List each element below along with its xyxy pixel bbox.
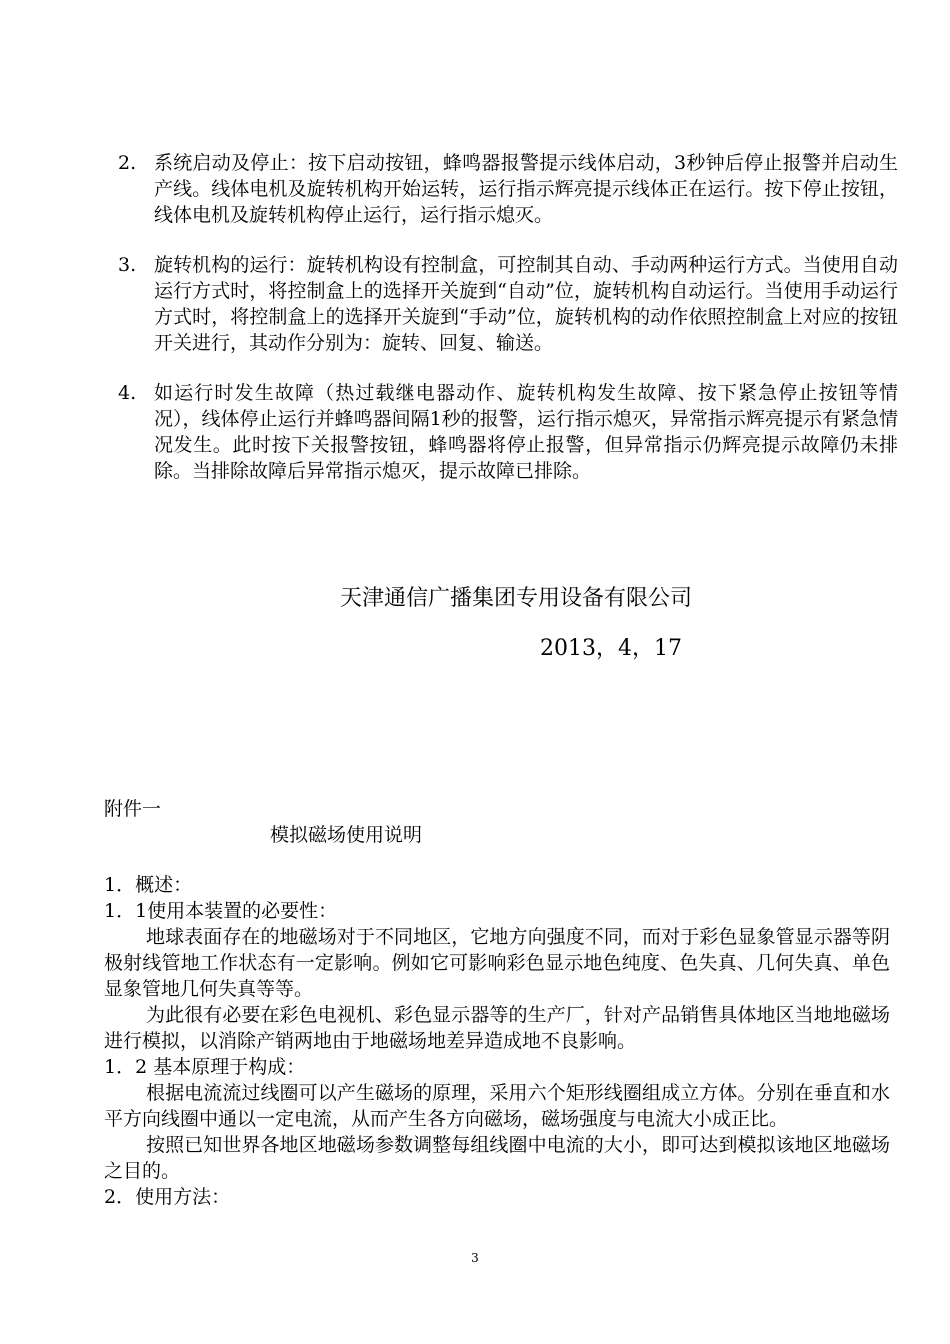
section-heading-usage: 2．使用方法： xyxy=(104,1186,231,1208)
paragraph-principle-1: 根据电流流过线圈可以产生磁场的原理，采用六个矩形线圈组成立方体。分别在垂直和水平方向线圈中通以一定电流，从而产生各方向磁场，磁场强度与电流大小成正比。 xyxy=(104,1082,890,1130)
subsection-heading-principle: 1．2 基本原理于构成： xyxy=(104,1056,306,1078)
list-item-number: 4. xyxy=(118,382,137,404)
list-item xyxy=(118,380,898,484)
company-name: 天津通信广播集团专用设备有限公司 xyxy=(340,586,693,611)
list-item xyxy=(118,150,898,228)
list-item xyxy=(118,252,898,356)
appendix-label: 附件一 xyxy=(104,798,162,820)
document-date: 2013，4，17 xyxy=(540,636,682,661)
list-item-text: 如运行时发生故障（热过载继电器动作、旋转机构发生故障、按下紧急停止按钮等情况），线体停止运行并蜂鸣器间隔1秒的报警，运行指示熄灭，异常指示辉亮提示有紧急情况发生。此时按下关报警按钮，蜂鸣器将停止报警，但异常指示仍辉亮提示故障仍未排除。当排除故障后异常指示熄灭，提示故障已排除。 xyxy=(154,382,898,482)
paragraph-necessity-2: 为此很有必要在彩色电视机、彩色显示器等的生产厂，针对产品销售具体地区当地地磁场进行模拟，以消除产销两地由于地磁场地差异造成地不良影响。 xyxy=(104,1004,890,1052)
list-item-number: 2. xyxy=(118,152,137,174)
subsection-heading-necessity: 1．1使用本装置的必要性： xyxy=(104,900,338,922)
page-number: 3 xyxy=(471,1251,479,1265)
appendix-body xyxy=(104,872,890,1210)
paragraph-necessity-1: 地球表面存在的地磁场对于不同地区，它地方向强度不同，而对于彩色显象管显示器等阴极射线管地工作状态有一定影响。例如它可影响彩色显示地色纯度、色失真、几何失真、单色显象管地几何失真等等。 xyxy=(104,926,890,1000)
section-heading-overview: 1．概述： xyxy=(104,874,193,896)
list-item-number: 3. xyxy=(118,254,137,276)
list-item-text: 旋转机构的运行：旋转机构设有控制盒，可控制其自动、手动两种运行方式。当使用自动运行方式时，将控制盒上的选择开关旋到“自动”位，旋转机构自动运行。当使用手动运行方式时，将控制盒上的选择开关旋到“手动”位，旋转机构的动作依照控制盒上对应的按钮开关进行，其动作分别为：旋转、回复、输送。 xyxy=(154,254,898,354)
appendix-title: 模拟磁场使用说明 xyxy=(270,824,423,846)
paragraph-principle-2: 按照已知世界各地区地磁场参数调整每组线圈中电流的大小，即可达到模拟该地区地磁场之目的。 xyxy=(104,1134,890,1182)
numbered-list xyxy=(118,150,898,508)
list-item-text: 系统启动及停止：按下启动按钮，蜂鸣器报警提示线体启动，3秒钟后停止报警并启动生产线。线体电机及旋转机构开始运转，运行指示辉亮提示线体正在运行。按下停止按钮，线体电机及旋转机构停止运行，运行指示熄灭。 xyxy=(154,152,898,226)
